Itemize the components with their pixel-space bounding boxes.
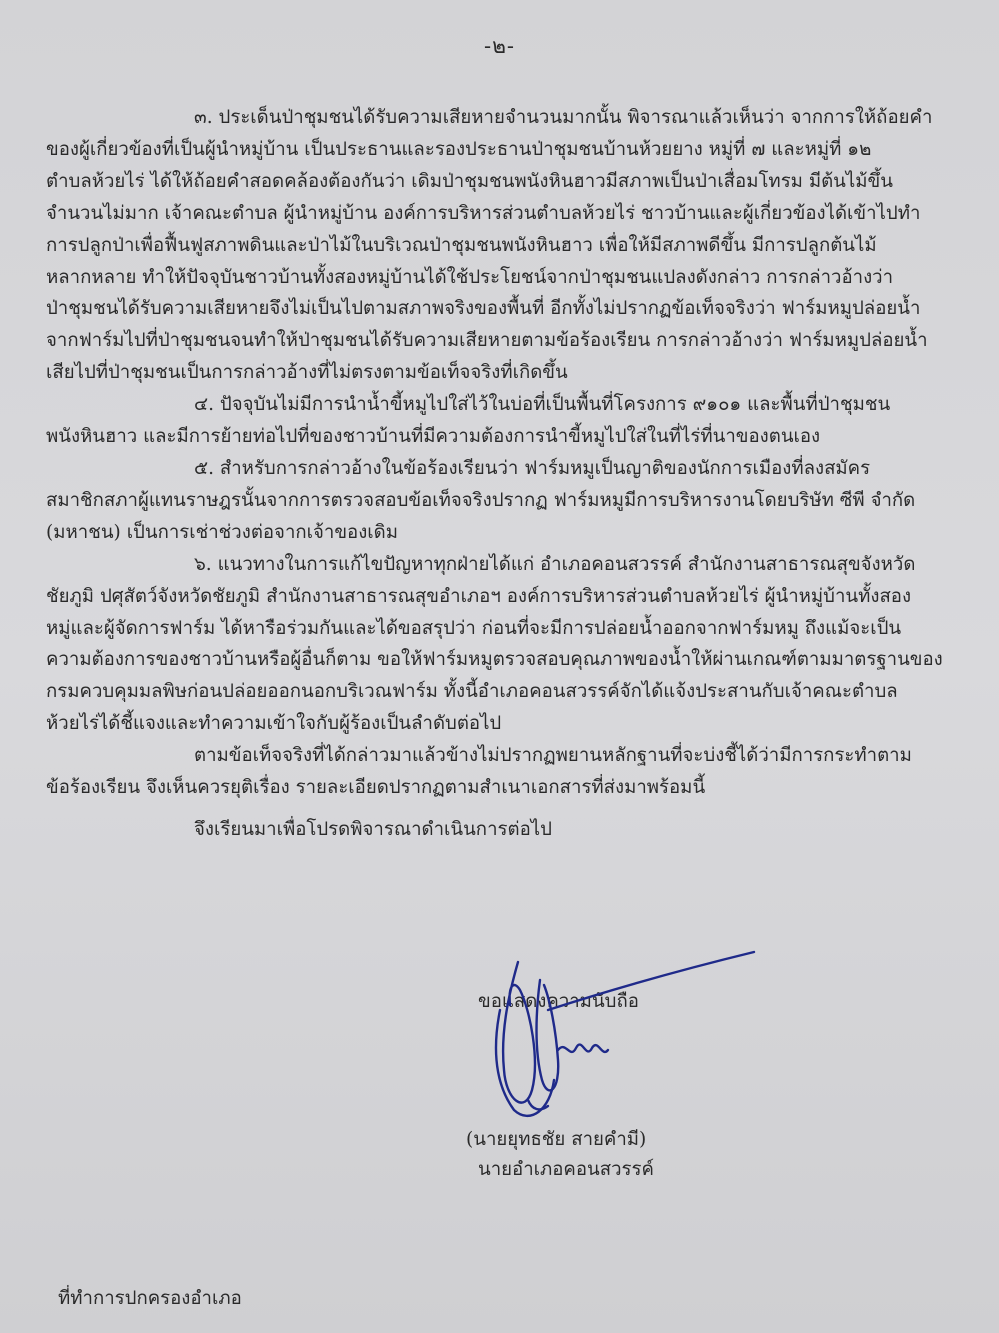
paragraph-line: สมาชิกสภาผู้แทนราษฎรนั้นจากการตรวจสอบข้อเท็จจริงปรากฏ ฟาร์มหมูมีการบริหารงานโดยบริษัท ซีพี จำกัด [46, 489, 916, 511]
signature-block [0, 975, 999, 1195]
paragraph-3 [46, 102, 956, 389]
paragraph-line: การปลูกป่าเพื่อฟื้นฟูสภาพดินและป่าไม้ในบริเวณป่าชุมชนพนังหินฮาว เพื่อให้มีสภาพดีขึ้น มีการปลูกต้นไม้ [46, 234, 877, 256]
paragraph-4 [46, 389, 956, 453]
paragraph-line: ๕. สำหรับการกล่าวอ้างในข้อร้องเรียนว่า ฟาร์มหมูเป็นญาติของนักการเมืองที่ลงสมัคร [194, 457, 871, 479]
paragraph-line: ป่าชุมชนได้รับความเสียหายจึงไม่เป็นไปตามสภาพจริงของพื้นที่ อีกทั้งไม่ปรากฏข้อเท็จจริงว่า ฟาร์มหมูปล่อยน้ำ [46, 298, 921, 320]
letter-body [46, 102, 956, 846]
closing-line: จึงเรียนมาเพื่อโปรดพิจารณาดำเนินการต่อไป [194, 818, 552, 840]
footer-organization: ที่ทำการปกครองอำเภอ [58, 1288, 242, 1309]
paragraph-conclusion [46, 740, 956, 804]
signer-title: นายอำเภอคอนสวรรค์ [478, 1159, 654, 1180]
paragraph-line: หมู่และผู้จัดการฟาร์ม ได้หารือร่วมกันและได้ขอสรุปว่า ก่อนที่จะมีการปล่อยน้ำออกจากฟาร์มหมู ถึงแม้จะเป็น [46, 617, 902, 639]
paragraph-line: ตามข้อเท็จจริงที่ได้กล่าวมาแล้วข้างไม่ปรากฏพยานหลักฐานที่จะบ่งชี้ได้ว่ามีการกระทำตาม [194, 745, 912, 767]
paragraph-line: (มหาชน) เป็นการเช่าช่วงต่อจากเจ้าของเดิม [46, 521, 398, 543]
paragraph-6 [46, 549, 956, 740]
paragraph-line: กรมควบคุมมลพิษก่อนปล่อยออกนอกบริเวณฟาร์ม ทั้งนี้อำเภอคอนสวรรค์จักได้แจ้งประสานกับเจ้าคณะตำบล [46, 681, 898, 703]
paragraph-line: ๔. ปัจจุบันไม่มีการนำน้ำขี้หมูไปใส่ไว้ในบ่อที่เป็นพื้นที่โครงการ ๙๑๐๑ และพื้นที่ป่าชุมชน [194, 394, 891, 416]
paragraph-line: ๖. แนวทางในการแก้ไขปัญหาทุกฝ่ายได้แก่ อำเภอคอนสวรรค์ สำนักงานสาธารณสุขจังหวัด [194, 553, 916, 575]
paragraph-line: ของผู้เกี่ยวข้องที่เป็นผู้นำหมู่บ้าน เป็นประธานและรองประธานป่าชุมชนบ้านห้วยยาง หมู่ที่ ๗ และหมู่ที่ ๑๒ [46, 138, 872, 160]
paragraph-line: หลากหลาย ทำให้ปัจจุบันชาวบ้านทั้งสองหมู่บ้านได้ใช้ประโยชน์จากป่าชุมชนแปลงดังกล่าว การกล่าวอ้างว่า [46, 266, 894, 288]
paragraph-5 [46, 453, 956, 549]
signer-name: (นายยุทธชัย สายคำมี) [466, 1129, 647, 1150]
page-number: -๒- [483, 34, 516, 58]
handwritten-signature [470, 950, 770, 1150]
paragraph-line: จากฟาร์มไปที่ป่าชุมชนจนทำให้ป่าชุมชนได้รับความเสียหายตามข้อร้องเรียน การกล่าวอ้างว่า ฟาร์มหมูปล่อยน้ำ [46, 330, 928, 352]
paragraph-line: เสียไปที่ป่าชุมชนเป็นการกล่าวอ้างที่ไม่ตรงตามข้อเท็จจริงที่เกิดขึ้น [46, 362, 568, 384]
paragraph-line: ๓. ประเด็นป่าชุมชนได้รับความเสียหายจำนวนมากนั้น พิจารณาแล้วเห็นว่า จากการให้ถ้อยคำ [194, 107, 933, 128]
paragraph-line: ชัยภูมิ ปศุสัตว์จังหวัดชัยภูมิ สำนักงานสาธารณสุขอำเภอฯ องค์การบริหารส่วนตำบลห้วยไร่ ผู้นำหมู่บ้านทั้งสอง [46, 585, 912, 607]
paragraph-line: พนังหินฮาว และมีการย้ายท่อไปที่ของชาวบ้านที่มีความต้องการนำขี้หมูไปใส่ในที่ไร่ที่นาของตนเอง [46, 426, 821, 448]
closing-statement [46, 814, 956, 846]
paragraph-line: ห้วยไร่ได้ชี้แจงและทำความเข้าใจกับผู้ร้องเป็นลำดับต่อไป [46, 713, 502, 735]
paragraph-line: จำนวนไม่มาก เจ้าคณะตำบล ผู้นำหมู่บ้าน องค์การบริหารส่วนตำบลห้วยไร่ ชาวบ้านและผู้เกี่ยวข้องได้เข้าไปทำ [46, 202, 921, 224]
paragraph-line: ข้อร้องเรียน จึงเห็นควรยุติเรื่อง รายละเอียดปรากฏตามสำเนาเอกสารที่ส่งมาพร้อมนี้ [46, 777, 706, 799]
paragraph-line: ความต้องการของชาวบ้านหรือผู้อื่นก็ตาม ขอให้ฟาร์มหมูตรวจสอบคุณภาพของน้ำให้ผ่านเกณฑ์ตามมาตรฐานของ [46, 649, 943, 671]
regards-text: ขอแสดงความนับถือ [478, 991, 639, 1012]
paragraph-line: ตำบลห้วยไร่ ได้ให้ถ้อยคำสอดคล้องต้องกันว่า เดิมป่าชุมชนพนังหินฮาวมีสภาพเป็นป่าเสื่อมโทรม มีต้นไม้ขึ้น [46, 170, 893, 192]
